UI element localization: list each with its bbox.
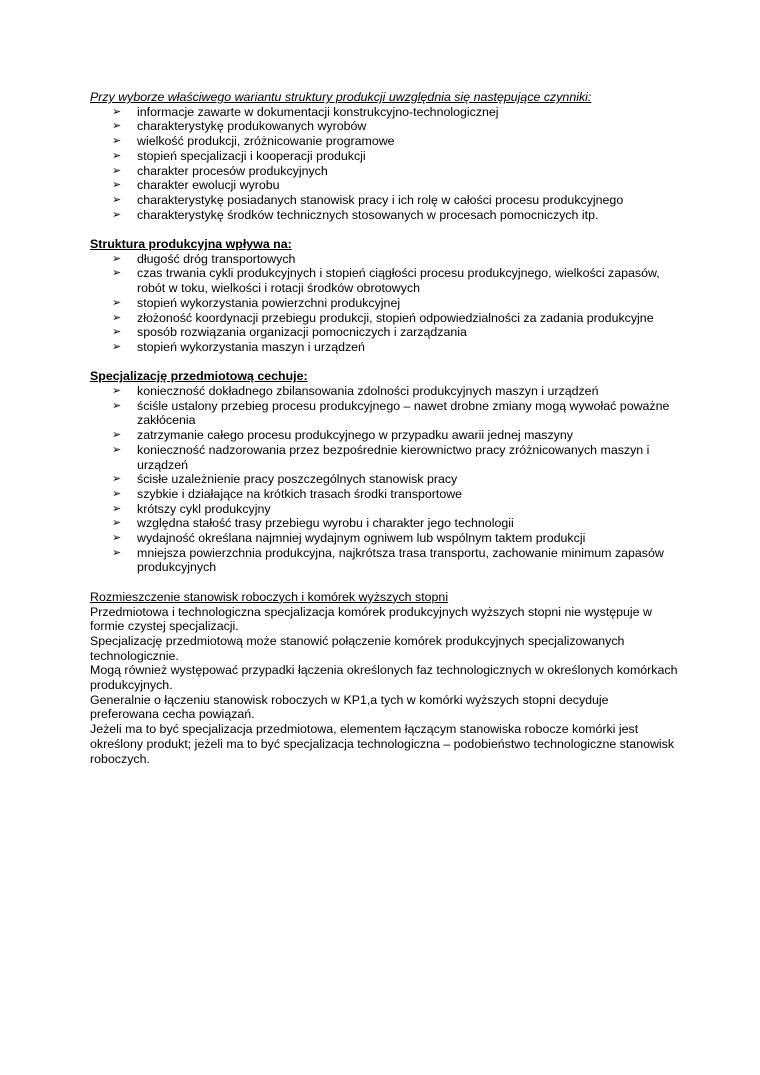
arrowhead-bullet-icon: ➢ <box>112 252 122 265</box>
list-item-text: ściśle ustalony przebieg procesu produkcyjnego – nawet drobne zmiany mogą wywołać poważne zakłócenia <box>137 398 670 428</box>
section-placement <box>90 590 680 766</box>
section-heading-factors: Przy wyborze właściwego wariantu struktury produkcji uwzględnia się następujące czynniki: <box>90 90 592 104</box>
paragraph: Mogą również występować przypadki łączenia określonych faz technologicznych w określonych komórkach produkcyjnych. <box>90 663 678 693</box>
list-item-text: informacje zawarte w dokumentacji konstrukcyjno-technologicznej <box>137 104 499 119</box>
list-item-text: charakter procesów produkcyjnych <box>137 163 328 178</box>
list-item-text: konieczność dokładnego zbilansowania zdolności produkcyjnych maszyn i urządzeń <box>137 384 599 399</box>
list-item <box>90 502 680 517</box>
list-item <box>90 119 680 134</box>
list-item-text: długość dróg transportowych <box>137 251 296 266</box>
arrowhead-bullet-icon: ➢ <box>112 532 122 545</box>
list-item <box>90 311 680 326</box>
section-heading-specialization: Specjalizację przedmiotową cechuje: <box>90 369 308 384</box>
list-item-text: wydajność określana najmniej wydajnym ogniwem lub wspólnym taktem produkcji <box>137 531 586 546</box>
list-item-text: złożoność koordynacji przebiegu produkcji, stopień odpowiedzialności za zadania produkcyjne <box>137 310 654 325</box>
arrowhead-bullet-icon: ➢ <box>112 267 122 280</box>
document-page <box>90 90 680 766</box>
paragraph: Specjalizację przedmiotową może stanowić połączenie komórek produkcyjnych specjalizowanych technologicznie. <box>90 633 625 663</box>
section-factors <box>90 90 680 222</box>
arrowhead-bullet-icon: ➢ <box>112 296 122 309</box>
factors-list <box>90 105 680 223</box>
list-item-text: sposób rozwiązania organizacji pomocniczych i zarządzania <box>137 325 467 340</box>
list-item <box>90 296 680 311</box>
spacer <box>90 222 680 237</box>
list-item-text: krótszy cykl produkcyjny <box>137 501 271 516</box>
list-item-text: stopień wykorzystania powierzchni produkcyjnej <box>137 295 401 310</box>
list-item-text: zatrzymanie całego procesu produkcyjnego w przypadku awarii jednej maszyny <box>137 428 573 443</box>
section-heading-placement: Rozmieszczenie stanowisk roboczych i komórek wyższych stopni <box>90 589 449 604</box>
list-item-text: czas trwania cykli produkcyjnych i stopień ciągłości procesu produkcyjnego, wielkości zapasów, robót w toku, wielkości i rotacji środków obrotowych <box>137 266 660 296</box>
arrowhead-bullet-icon: ➢ <box>112 135 122 148</box>
arrowhead-bullet-icon: ➢ <box>112 193 122 206</box>
list-item-text: charakterystykę posiadanych stanowisk pracy i ich rolę w całości procesu produkcyjnego <box>137 192 624 207</box>
paragraph: Generalnie o łączeniu stanowisk roboczych w KP1,a tych w komórki wyższych stopni decyduje preferowana cecha powiązań. <box>90 692 609 722</box>
list-item <box>90 208 680 223</box>
list-item <box>90 546 680 575</box>
arrowhead-bullet-icon: ➢ <box>112 120 122 133</box>
arrowhead-bullet-icon: ➢ <box>112 502 122 515</box>
arrowhead-bullet-icon: ➢ <box>112 473 122 486</box>
list-item <box>90 428 680 443</box>
arrowhead-bullet-icon: ➢ <box>112 164 122 177</box>
list-item <box>90 399 680 428</box>
list-item-text: charakterystykę produkowanych wyrobów <box>137 119 367 134</box>
spacer <box>90 355 680 370</box>
arrowhead-bullet-icon: ➢ <box>112 399 122 412</box>
list-item <box>90 384 680 399</box>
list-item-text: ścisłe uzależnienie pracy poszczególnych stanowisk pracy <box>137 472 458 487</box>
list-item-text: mniejsza powierzchnia produkcyjna, najkrótsza trasa transportu, zachowanie minimum zapasów produkcyjnych <box>137 545 664 575</box>
section-influence <box>90 237 680 355</box>
specialization-list <box>90 384 680 575</box>
list-item <box>90 178 680 193</box>
list-item <box>90 516 680 531</box>
arrowhead-bullet-icon: ➢ <box>112 517 122 530</box>
list-item-text: wielkość produkcji, zróżnicowanie programowe <box>137 134 395 149</box>
list-item <box>90 149 680 164</box>
section-heading-influence: Struktura produkcyjna wpływa na: <box>90 237 292 252</box>
arrowhead-bullet-icon: ➢ <box>112 385 122 398</box>
paragraph: Przedmiotowa i technologiczna specjalizacja komórek produkcyjnych wyższych stopni nie występuje w formie czystej specjalizacji. <box>90 604 652 634</box>
arrowhead-bullet-icon: ➢ <box>112 311 122 324</box>
list-item <box>90 266 680 295</box>
list-item-text: stopień specjalizacji i kooperacji produkcji <box>137 148 366 163</box>
list-item <box>90 325 680 340</box>
influence-list <box>90 252 680 355</box>
arrowhead-bullet-icon: ➢ <box>112 340 122 353</box>
list-item <box>90 531 680 546</box>
arrowhead-bullet-icon: ➢ <box>112 326 122 339</box>
arrowhead-bullet-icon: ➢ <box>112 179 122 192</box>
list-item <box>90 105 680 120</box>
list-item <box>90 252 680 267</box>
list-item-text: względna stałość trasy przebiegu wyrobu i charakter jego technologii <box>137 516 514 531</box>
spacer <box>90 575 680 590</box>
list-item <box>90 134 680 149</box>
section-specialization <box>90 369 680 575</box>
list-item <box>90 487 680 502</box>
list-item <box>90 340 680 355</box>
list-item <box>90 193 680 208</box>
arrowhead-bullet-icon: ➢ <box>112 429 122 442</box>
list-item-text: charakterystykę środków technicznych stosowanych w procesach pomocniczych itp. <box>137 207 599 222</box>
list-item <box>90 472 680 487</box>
arrowhead-bullet-icon: ➢ <box>112 546 122 559</box>
arrowhead-bullet-icon: ➢ <box>112 149 122 162</box>
list-item-text: szybkie i działające na krótkich trasach środki transportowe <box>137 486 463 501</box>
arrowhead-bullet-icon: ➢ <box>112 443 122 456</box>
list-item <box>90 164 680 179</box>
arrowhead-bullet-icon: ➢ <box>112 208 122 221</box>
list-item-text: stopień wykorzystania maszyn i urządzeń <box>137 339 365 354</box>
arrowhead-bullet-icon: ➢ <box>112 487 122 500</box>
paragraph: Jeżeli ma to być specjalizacja przedmiotowa, elementem łączącym stanowiska robocze komórki jest określony produkt; jeżeli ma to być specjalizacja technologiczna – podobieństwo technologiczne stanowisk roboczych. <box>90 722 675 766</box>
list-item-text: konieczność nadzorowania przez bezpośrednie kierownictwo pracy zróżnicowanych maszyn i urządzeń <box>137 442 650 472</box>
list-item-text: charakter ewolucji wyrobu <box>137 178 280 193</box>
arrowhead-bullet-icon: ➢ <box>112 105 122 118</box>
list-item <box>90 443 680 472</box>
